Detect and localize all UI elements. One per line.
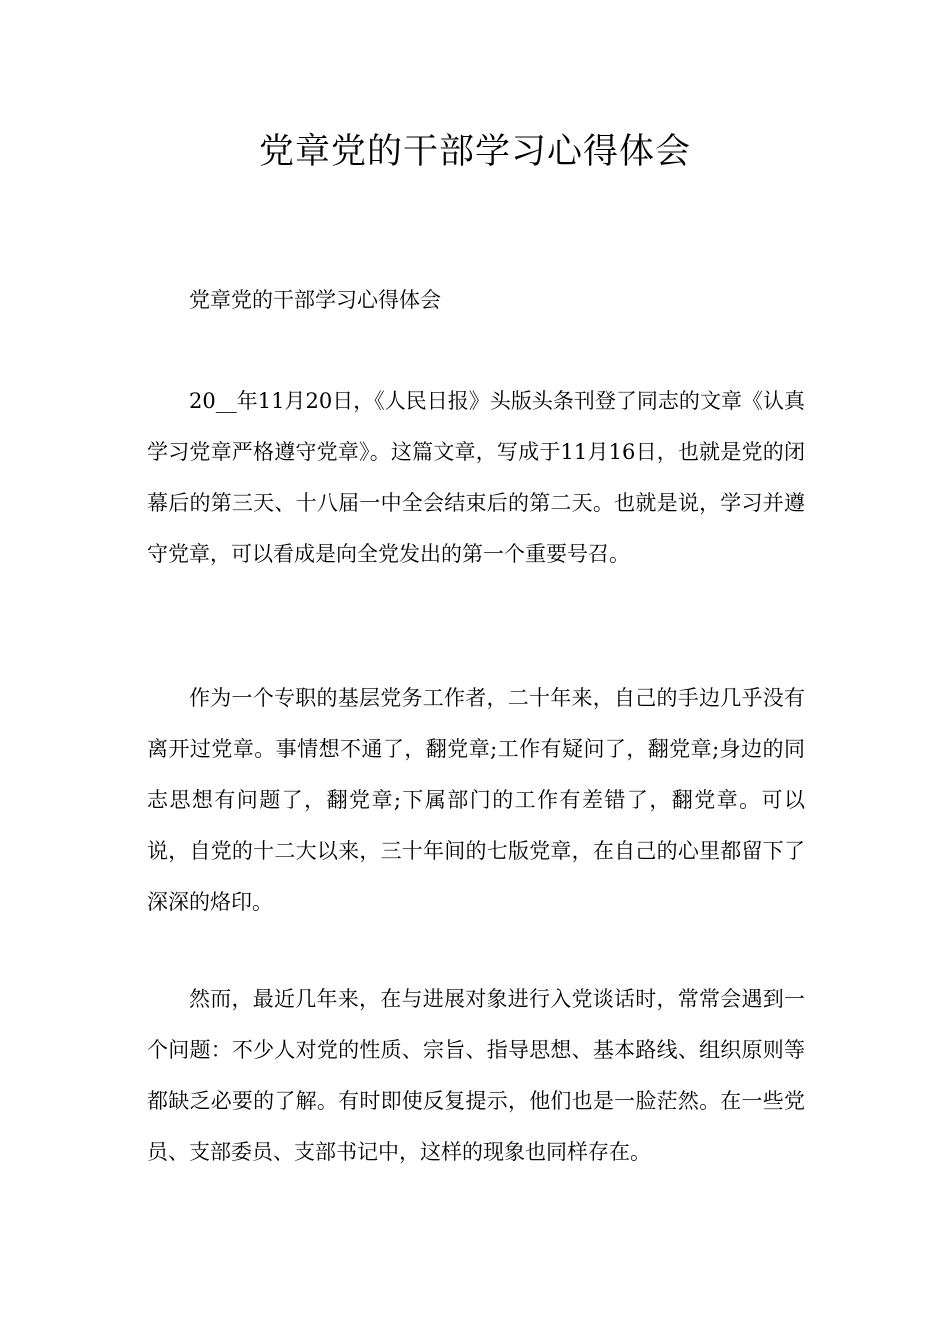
document-title: 党章党的干部学习心得体会 [258,132,691,172]
document-subtitle: 党章党的干部学习心得体会 [189,288,441,312]
paragraph-3: 然而，最近几年来，在与进展对象进行入党谈话时，常常会遇到一个问题：不少人对党的性质、宗旨、指导思想、基本路线、组织原则等都缺乏必要的了解。有时即使反复提示，他们也是一脸茫然。在一些党员、支部委员、支部书记中，这样的现象也同样存在。 [147,987,805,1164]
paragraph-1: 20__年11月20日，《人民日报》头版头条刊登了同志的文章《认真学习党章严格遵守党章》。这篇文章，写成于11月16日，也就是党的闭幕后的第三天、十八届一中全会结束后的第二天。也就是说，学习并遵守党章，可以看成是向全党发出的第一个重要号召。 [147,389,805,566]
paragraph-2: 作为一个专职的基层党务工作者，二十年来，自己的手边几乎没有离开过党章。事情想不通了，翻党章;工作有疑问了，翻党章;身边的同志思想有问题了，翻党章;下属部门的工作有差错了，翻党章。可以说，自党的十二大以来，三十年间的七版党章，在自己的心里都留下了深深的烙印。 [147,686,805,914]
